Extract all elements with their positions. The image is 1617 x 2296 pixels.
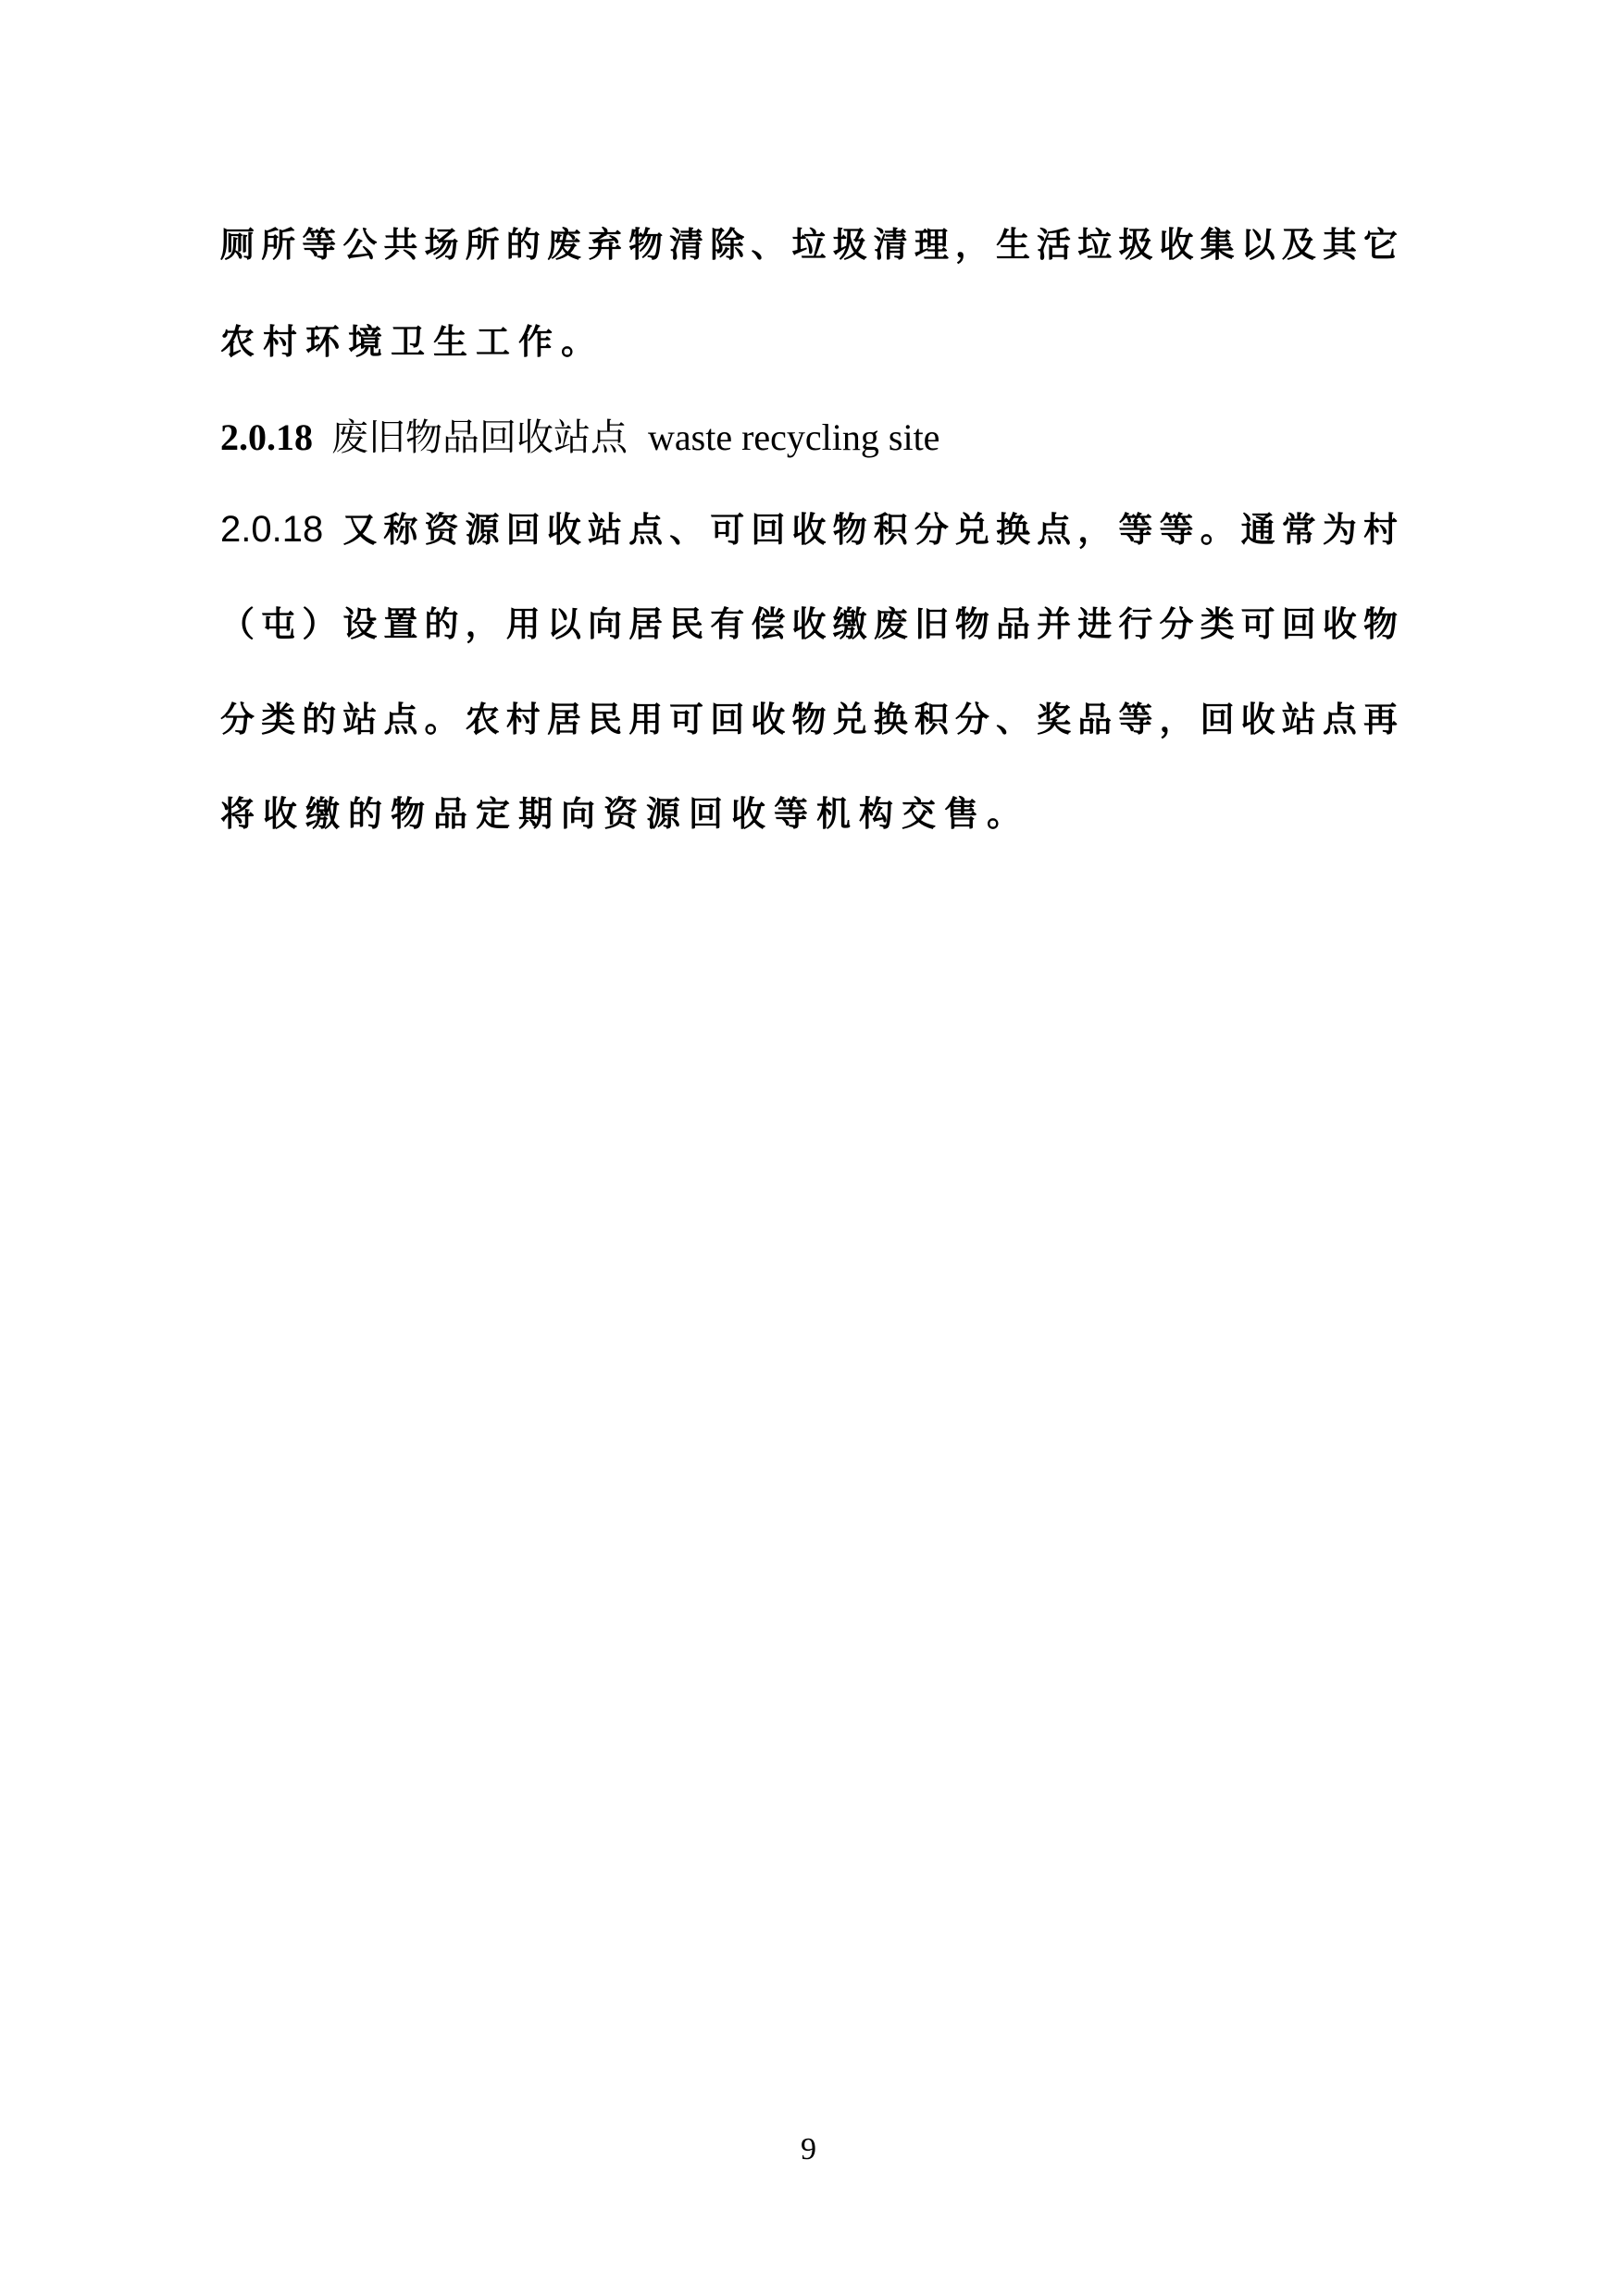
definition-text: 又称资源回收站点、可回收物积分兑换点，等等。通常为村 [336, 509, 1398, 550]
definition-line: 将收缴的物品定期向资源回收等机构交售。 [220, 793, 1029, 834]
term-heading [220, 415, 939, 461]
page-number: 9 [801, 2132, 816, 2166]
paragraph-line: 农村环境卫生工作。 [220, 321, 603, 362]
term-name-zh: 废旧物品回收站点 [331, 416, 628, 458]
definition-line: 分类的站点。农村居民用可回收物兑换积分、奖品等，回收站点再 [220, 699, 1398, 739]
term-number: 2.0.18 [220, 416, 313, 458]
definition-line: （屯）设置的，用以向居民有偿收缴废旧物品并进行分类可回收物 [220, 603, 1398, 644]
definition-line [220, 509, 1398, 550]
definition-number: 2.0.18 [220, 509, 324, 550]
term-name-en: waste recycling site [648, 416, 940, 458]
paragraph-line: 厕所等公共场所的废弃物清除、垃圾清理，生活垃圾收集以及其它 [220, 224, 1398, 265]
